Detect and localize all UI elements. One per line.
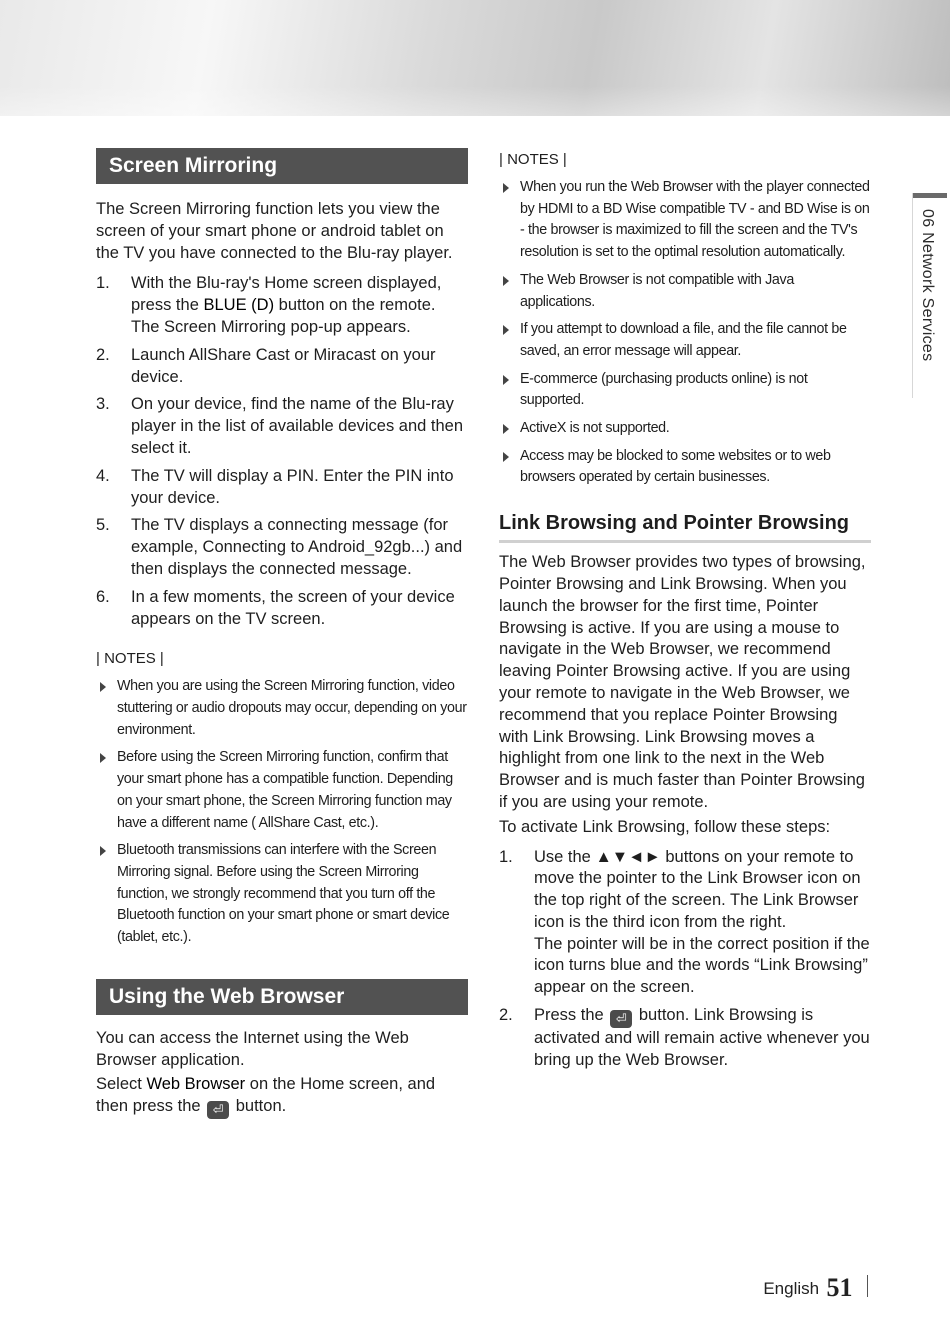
bullet-triangle-icon — [503, 325, 509, 335]
screen-mirroring-notes — [96, 676, 468, 948]
note-item — [499, 369, 871, 412]
note-item — [499, 177, 871, 264]
bullet-triangle-icon — [100, 682, 106, 692]
chapter-label: 06 Network Services — [919, 209, 936, 362]
note-item — [499, 270, 871, 313]
step-number: 1. — [499, 847, 513, 866]
note-text: Before using the Screen Mirroring function, confirm that your smart phone has a compatible function. Depending on your smart phone, the Screen Mirroring function may have a different name ( AllShare Cast, etc.). — [117, 749, 453, 831]
web-browser-notes — [499, 177, 871, 489]
step-text: With the Blu-ray's Home screen displayed, press the — [131, 274, 442, 315]
step-item — [96, 587, 468, 631]
step-item — [96, 273, 468, 338]
step-text-cont: button. Link Browsing is activated and will remain active whenever you bring up the Web Browser. — [534, 1006, 870, 1069]
step-text: The TV displays a connecting message (for example, Connecting to Android_92gb...) and then displays the connected message. — [131, 516, 463, 578]
notes-label: | NOTES | — [499, 151, 567, 168]
step-text: On your device, find the name of the Blu-ray player in the list of available devices and then select it. — [131, 395, 464, 457]
step-item — [96, 345, 468, 389]
bullet-triangle-icon — [503, 183, 509, 193]
note-item — [499, 418, 871, 440]
note-item — [96, 840, 468, 949]
step-text-cont: button on the remote. The Screen Mirroring pop-up appears. — [131, 296, 436, 336]
web-browser-instruction — [96, 1074, 468, 1119]
step-text: Use the ▲▼◄► buttons on your remote to move the pointer to the Link Browser icon on the top right of the screen. The Link Browser icon is the third icon from the right. — [534, 847, 861, 931]
step-text: Press the — [534, 1006, 609, 1025]
bullet-triangle-icon — [100, 753, 106, 763]
bullet-triangle-icon — [503, 375, 509, 385]
link-browsing-steps-intro: To activate Link Browsing, follow these steps: — [499, 817, 831, 836]
instruction-text: Select — [96, 1075, 147, 1094]
note-text: ActiveX is not supported. — [520, 420, 670, 437]
step-item — [96, 515, 468, 580]
step-item — [499, 847, 871, 1000]
bullet-triangle-icon — [503, 424, 509, 434]
note-text: When you run the Web Browser with the player connected by HDMI to a BD Wise compatible TV - and BD Wise is on - the browser is maximized to fill the screen and the TV's resolution is set to the optimal resolution automatically. — [520, 179, 870, 261]
note-text: Bluetooth transmissions can interfere with the Screen Mirroring signal. Before using the Screen Mirroring function, we strongly recommend that you turn off the Bluetooth function on your smart phone or smart device (tablet, etc.). — [117, 842, 450, 946]
step-subtext: The pointer will be in the correct position if the icon turns blue and the words “Link Browsing” appear on the screen. — [534, 934, 870, 997]
step-number: 3. — [96, 395, 110, 414]
web-browser-intro: You can access the Internet using the Web Browser application. — [96, 1028, 409, 1069]
step-text: The TV will display a PIN. Enter the PIN into your device. — [131, 466, 454, 507]
step-number: 5. — [96, 516, 110, 535]
bullet-triangle-icon — [100, 846, 106, 856]
bullet-triangle-icon — [503, 276, 509, 286]
side-tab-bar — [913, 193, 947, 198]
note-item — [499, 319, 871, 362]
step-number: 6. — [96, 587, 110, 606]
chapter-side-tab — [912, 193, 947, 398]
left-column — [96, 148, 468, 1119]
note-text: If you attempt to download a file, and the file cannot be saved, an error message will appear. — [520, 321, 847, 359]
blue-button-label: BLUE (D) — [203, 296, 275, 315]
step-item — [96, 394, 468, 459]
enter-button-icon: ⏎ — [207, 1101, 229, 1119]
note-item — [499, 446, 871, 489]
note-item — [96, 747, 468, 834]
bullet-triangle-icon — [503, 452, 509, 462]
instruction-text-end: button. — [231, 1097, 287, 1116]
notes-label: | NOTES | — [96, 650, 164, 668]
note-text: When you are using the Screen Mirroring function, video stuttering or audio dropouts may occur, depending on your environment. — [117, 678, 467, 738]
page-footer — [763, 1273, 868, 1303]
enter-button-icon: ⏎ — [610, 1010, 632, 1028]
note-text: E-commerce (purchasing products online) is not supported. — [520, 370, 808, 409]
instruction-text-cont: on the Home screen, and then press the — [96, 1075, 436, 1116]
header-banner — [0, 0, 950, 116]
step-number: 2. — [96, 345, 110, 364]
link-browsing-description: The Web Browser provides two types of browsing, Pointer Browsing and Link Browsing. When you launch the browser for the first time, Pointer Browsing is active. If you are using a mouse to navigate in the Web Browser, we recommend leaving Pointer Browsing active. If you are using your remote to navigate in the Web Browser, we recommend that you replace Pointer Browsing with Link Browsing. Link Browsing moves a highlight from one link to the next in the Web Browser and is much faster than Pointer Browsing if you are using your remote. — [499, 553, 866, 811]
section-title-web-browser: Using the Web Browser — [96, 979, 468, 1015]
step-item — [499, 1005, 871, 1072]
page-number: 51 — [826, 1273, 853, 1302]
link-browsing-heading: Link Browsing and Pointer Browsing — [499, 510, 871, 543]
step-number: 2. — [499, 1006, 513, 1025]
footer-language: English — [763, 1279, 820, 1298]
footer-divider — [867, 1275, 868, 1297]
step-item — [96, 466, 468, 510]
screen-mirroring-intro: The Screen Mirroring function lets you view the screen of your smart phone or android tablet on the TV you have connected to the Blu-ray player. — [96, 200, 453, 262]
section-title-screen-mirroring: Screen Mirroring — [96, 148, 468, 184]
note-text: Access may be blocked to some websites or to web browsers operated by certain businesses. — [520, 447, 831, 486]
link-browsing-steps — [499, 847, 871, 1072]
step-text: Launch AllShare Cast or Miracast on your device. — [131, 345, 436, 386]
web-browser-label: Web Browser — [146, 1075, 246, 1094]
step-text: In a few moments, the screen of your device appears on the TV screen. — [131, 587, 455, 628]
step-number: 4. — [96, 466, 110, 485]
screen-mirroring-steps — [96, 273, 468, 630]
note-text: The Web Browser is not compatible with Java applications. — [520, 271, 794, 310]
step-number: 1. — [96, 274, 110, 293]
note-item — [96, 676, 468, 741]
right-column — [499, 150, 871, 1078]
